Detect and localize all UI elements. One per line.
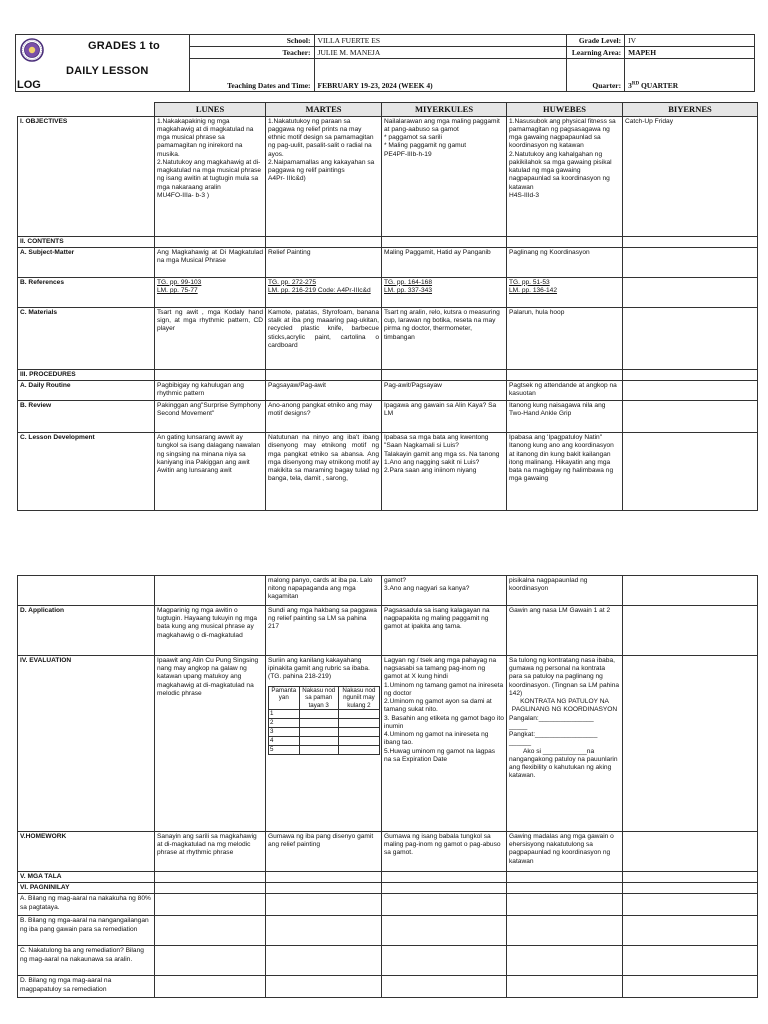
school-value: VILLA FUERTE ES: [314, 35, 567, 47]
references-huwebes: TG. pp. 51-53 LM. pp. 136-142: [507, 277, 623, 307]
evaluation-martes: Suriin ang kanilang kakayahang ipinakita gamit ang rubric sa ibaba. (TG. pahina 218-219) Pamanta yan Nakasu nod sa paman tayan 3 Nakasu nod nguniit may kulang 2 1 2 3 4 5: [266, 656, 382, 832]
dates-label: Teaching Dates and Time:: [189, 59, 314, 92]
routine-huwebes: Pagtsek ng attendande at angkop na kasuotan: [507, 381, 623, 401]
development-lunes: An gating lunsarang awwit ay tungkol sa isang dalagang nawalan ng singsing na minana niya sa kaniyang ina Pakiggan ang awit Awitin ang lunsarang awit: [155, 433, 266, 511]
objectives-biyernes: Catch-Up Friday: [623, 116, 758, 236]
review-miyerkules: Ipagawa ang gawain sa Alin Kaya? Sa LM: [382, 401, 507, 433]
teacher-label: Teacher:: [189, 47, 314, 59]
subject-huwebes: Paglinang ng Koordinasyon: [507, 247, 623, 277]
contract-title: KONTRATA NG PATULOY NA PAGLINANG NG KOORDINASYON: [511, 698, 618, 714]
objectives-label: I. OBJECTIVES: [18, 116, 155, 236]
reflection-row: [18, 916, 758, 946]
cont-huwebes: pisikalna nagpapaunlad ng koordinasyon: [507, 576, 623, 606]
cont-miyerkules: gamot? 3.Ano ang nagyari sa kanya?: [382, 576, 507, 606]
teacher-value: JULIE M. MANEJA: [314, 47, 567, 59]
homework-huwebes: Gawing madalas ang mga gawain o ehersisyong nakatutulong sa pagpapaunlad ng koordinasyon ng katawan: [507, 832, 623, 872]
subject-miyerkules: Maling Paggamit, Hatid ay Panganib: [382, 247, 507, 277]
area-label: Learning Area:: [567, 47, 625, 59]
homework-martes: Gumawa ng iba pang disenyo gamit ang relief painting: [266, 832, 382, 872]
tala-row: [18, 872, 758, 883]
development-label: C. Lesson Development: [18, 433, 155, 511]
references-lunes: TG. pp. 99-103 LM. pp. 75-77: [155, 277, 266, 307]
references-miyerkules: TG. pp. 164-168 LM. pp. 337-343: [382, 277, 507, 307]
rubric-row: 5: [269, 746, 300, 755]
dates-value: FEBRUARY 19-23, 2024 (WEEK 4): [314, 59, 567, 92]
homework-lunes: Sanayin ang sarili sa magkahawig at di-magkatulad na mg melodic phrase at rhythmic phrase: [155, 832, 266, 872]
pagninilay-label: VI. PAGNINILAY: [18, 883, 155, 894]
review-row: [18, 401, 758, 433]
application-lunes: Magparinig ng mga awitin o tugtugin. Hayaang tukuyin ng mga bata kung ang musical phrase ay magkahawig o di-magkatulad: [155, 606, 266, 656]
quarter-label: Quarter:: [567, 59, 625, 92]
form-title-line2: DAILY LESSON: [66, 65, 149, 77]
subject-label: A. Subject-Matter: [18, 247, 155, 277]
reflection-a: A. Bilang ng mag-aaral na nakakuha ng 80% sa pagtataya.: [18, 894, 155, 916]
grade-label: Grade Level:: [567, 35, 625, 47]
homework-miyerkules: Gumawa ng isang babala tungkol sa maling pag-inom ng gamot o pag-abuso sa gamot.: [382, 832, 507, 872]
review-huwebes: Itanong kung naisagawa nila ang Two-Hand Ankle Grip: [507, 401, 623, 433]
cont-martes: malong panyo, cards at iba pa. Lalo nitong napapaganda ang mga kagamitan: [266, 576, 382, 606]
references-martes: TG. pp. 272-275 LM. pp. 216-219 Code: A4Pr-IIIc&d: [266, 277, 382, 307]
rubric-row: 3: [269, 728, 300, 737]
evaluation-miyerkules: Lagyan ng / tsek ang mga pahayag na nagsasabi sa tamang pag-inom ng gamot at X kung hindi 1.Uminom ng tamang gamot na inireseta ng doctor 2.Uminom ng gamot ayon sa dami at tamang sukat nito. 3. Basahin ang etiketa ng gamot bago ito inumin 4.Uminom ng gamot na inireseta ng ibang tao. 5.Huwag uminom ng gamot na lagpas na sa Expiration Date: [382, 656, 507, 832]
rubric-header: Pamanta yan: [269, 686, 300, 709]
evaluation-label: IV. EVALUATION: [18, 656, 155, 832]
reflection-b: B. Bilang ng mga-aaral na nangangailangan ng iba pang gawain para sa remediation: [18, 916, 155, 946]
reflection-row: [18, 976, 758, 998]
review-label: B. Review: [18, 401, 155, 433]
development-row: [18, 433, 758, 511]
routine-martes: Pagsayaw/Pag-awit: [266, 381, 382, 401]
continued-row: [18, 576, 758, 606]
subject-martes: Relief Painting: [266, 247, 382, 277]
routine-lunes: Pagbibigay ng kahulugan ang rhythmic pattern: [155, 381, 266, 401]
day-header-miyerkules: MIYERKULES: [382, 103, 507, 117]
development-huwebes: Ipabasa ang 'Ipagpatuloy Natin" Itanong kung ano ang koordinasyon at itanong din kung bakit kailangan itong malinang. Hikayatin ang mga bata na magbigay ng halimbawa ng mga gawaing: [507, 433, 623, 511]
lesson-table-page2: [17, 575, 758, 998]
rubric-row: 2: [269, 719, 300, 728]
materials-label: C. Materials: [18, 307, 155, 369]
objectives-miyerkules: Nailalarawan ang mga maling paggamit at pang-aabuso sa gamot * paggamot sa sarili * Maling paggamit ng gamut PE4PF-IIIb-h-19: [382, 116, 507, 236]
area-value: MAPEH: [625, 47, 755, 59]
objectives-martes: 1.Nakatutukoy ng paraan sa paggawa ng relief prints na may ethnic motif design sa pamamagitan ng pag-uulit, pasalit-salit o radial na ayos. 2.Naipamamallas ang kakayahan sa paggawa ng relif paintings A4Pr- IIIc&d): [266, 116, 382, 236]
review-martes: Ano-anong pangkat etniko ang may motif designs?: [266, 401, 382, 433]
day-header-lunes: LUNES: [155, 103, 266, 117]
form-title-line3: LOG: [17, 79, 41, 91]
day-header-martes: MARTES: [266, 103, 382, 117]
objectives-huwebes: 1.Nasusubok ang physical fitness sa pamamagitan ng pagsasagawa ng mga gawaing nagpapaunlad sa koordinasyon ng katawan 2.Natutukoy ang kahalgahan ng pakikilahok sa mga gawaing pisikal katulad ng mga gawaing nagpapaunlad sa koordinasyon ng katawan H4S-IIId-3: [507, 116, 623, 236]
rubric-header: Nakasu nod sa paman tayan 3: [299, 686, 338, 709]
day-header-huwebes: HUWEBES: [507, 103, 623, 117]
application-huwebes: Gawin ang nasa LM Gawain 1 at 2: [507, 606, 623, 656]
rubric-header: Nakasu nod nguniit may kulang 2: [338, 686, 379, 709]
routine-miyerkules: Pag-awit/Pagsayaw: [382, 381, 507, 401]
homework-row: [18, 832, 758, 872]
development-martes: Natutunan na ninyo ang iba't ibang disenyong may etnikong motif ng mga pangkat etniko sa abansa. Ang mga disenyong may etnikong motif ay makikita sa maraming bagay tulad ng banga, tela, damit , sarong,: [266, 433, 382, 511]
references-label: B. References: [18, 277, 155, 307]
references-row: [18, 277, 758, 307]
lesson-table-page1: [17, 102, 758, 511]
objectives-row: [18, 116, 758, 236]
application-martes: Sundi ang mga hakbang sa paggawa ng relief painting sa LM sa pahina 217: [266, 606, 382, 656]
tala-label: V. MGA TALA: [18, 872, 155, 883]
evaluation-row: [18, 656, 758, 832]
review-lunes: Pakinggan ang"Surprise Symphony Second Movement": [155, 401, 266, 433]
form-title-line1: GRADES 1 to: [88, 40, 160, 52]
subject-row: [18, 247, 758, 277]
pagninilay-row: [18, 883, 758, 894]
header-table: [15, 34, 755, 92]
reflection-row: [18, 946, 758, 976]
materials-huwebes: Palarun, hula hoop: [507, 307, 623, 369]
reflection-c: C. Nakatulong ba ang remediation? Bilang ng mag-aaral na nakaunawa sa aralin.: [18, 946, 155, 976]
routine-row: [18, 381, 758, 401]
quarter-value: 3RD QUARTER: [625, 59, 755, 92]
contents-label: II. CONTENTS: [18, 236, 155, 247]
rubric-table: [268, 686, 380, 755]
materials-miyerkules: Tsart ng aralin, relo, kutsra o measuring cup, larawan ng botika, reseta na may pirma ng doctor, thermometer, timbangan: [382, 307, 507, 369]
materials-lunes: Tsart ng awit , mga Kodaly hand sign, at mga rhythmic pattern, CD player: [155, 307, 266, 369]
routine-label: A. Daily Routine: [18, 381, 155, 401]
reflection-row: [18, 894, 758, 916]
homework-label: V.HOMEWORK: [18, 832, 155, 872]
day-header-biyernes: BIYERNES: [623, 103, 758, 117]
contents-row: [18, 236, 758, 247]
school-label: School:: [189, 35, 314, 47]
objectives-lunes: 1.Nakakapakinig ng mga magkahawig at di magkatulad na mga musical phrase sa pamamagitan ng inirekord na musika. 2.Natutukoy ang magkahawig at di-magkatulad na mga musical phrase ng isang awitin at tugtugin mula sa mga nakaraang aralin MU4FO-IIIa- b-3 ): [155, 116, 266, 236]
reflection-d: D. Bilang ng mga mag-aaral na magpapatuloy sa remediation: [18, 976, 155, 998]
materials-martes: Kamote, patatas, Styrofoam, banana stalk at iba png maaaring pag-ukitan, recycled plastic knife, barbecue sticks,acrylic paint, cartolina o cardboard: [266, 307, 382, 369]
rubric-row: 4: [269, 737, 300, 746]
rubric-row: 1: [269, 710, 300, 719]
procedures-row: [18, 369, 758, 380]
subject-lunes: Ang Magkahawig at Di Magkatulad na mga Musical Phrase: [155, 247, 266, 277]
evaluation-huwebes: Sa tulong ng kontratang nasa ibaba, gumawa ng personal na kontrata para sa patuloy na paglinang ng koordinasyon. (Tingnan sa LM pahina 142) KONTRATA NG PATULOY NA PAGLINANG NG KOORDINASYON Pangalan:_______________ _____ Pangkat:_________________ ______ Ako si ____________na nangangakong patuloy na pauunlarin ang flexibility o kahutukan ng aking katawan.: [507, 656, 623, 832]
materials-row: [18, 307, 758, 369]
application-miyerkules: Pagsasadula sa isang kalagayan na nagpapakita ng maling paggamit ng gamot at ipakita ang tama.: [382, 606, 507, 656]
development-miyerkules: Ipabasa sa mga bata ang kwentong "Saan Nagkamali si Luis? Talakayin gamit ang mga ss. Na tanong 1.Ano ang nagging sakit ni Luis? 2.Para saan ang iniinom niyang: [382, 433, 507, 511]
grade-value: IV: [625, 35, 755, 47]
procedures-label: III. PROCEDURES: [18, 369, 155, 380]
application-row: [18, 606, 758, 656]
evaluation-lunes: Ipaawit ang Atin Cu Pung Singsing nang may angkop na galaw ng katawan upang matukoy ang magkahawig at di-magkatulad na melodic phrase: [155, 656, 266, 832]
application-label: D. Application: [18, 606, 155, 656]
